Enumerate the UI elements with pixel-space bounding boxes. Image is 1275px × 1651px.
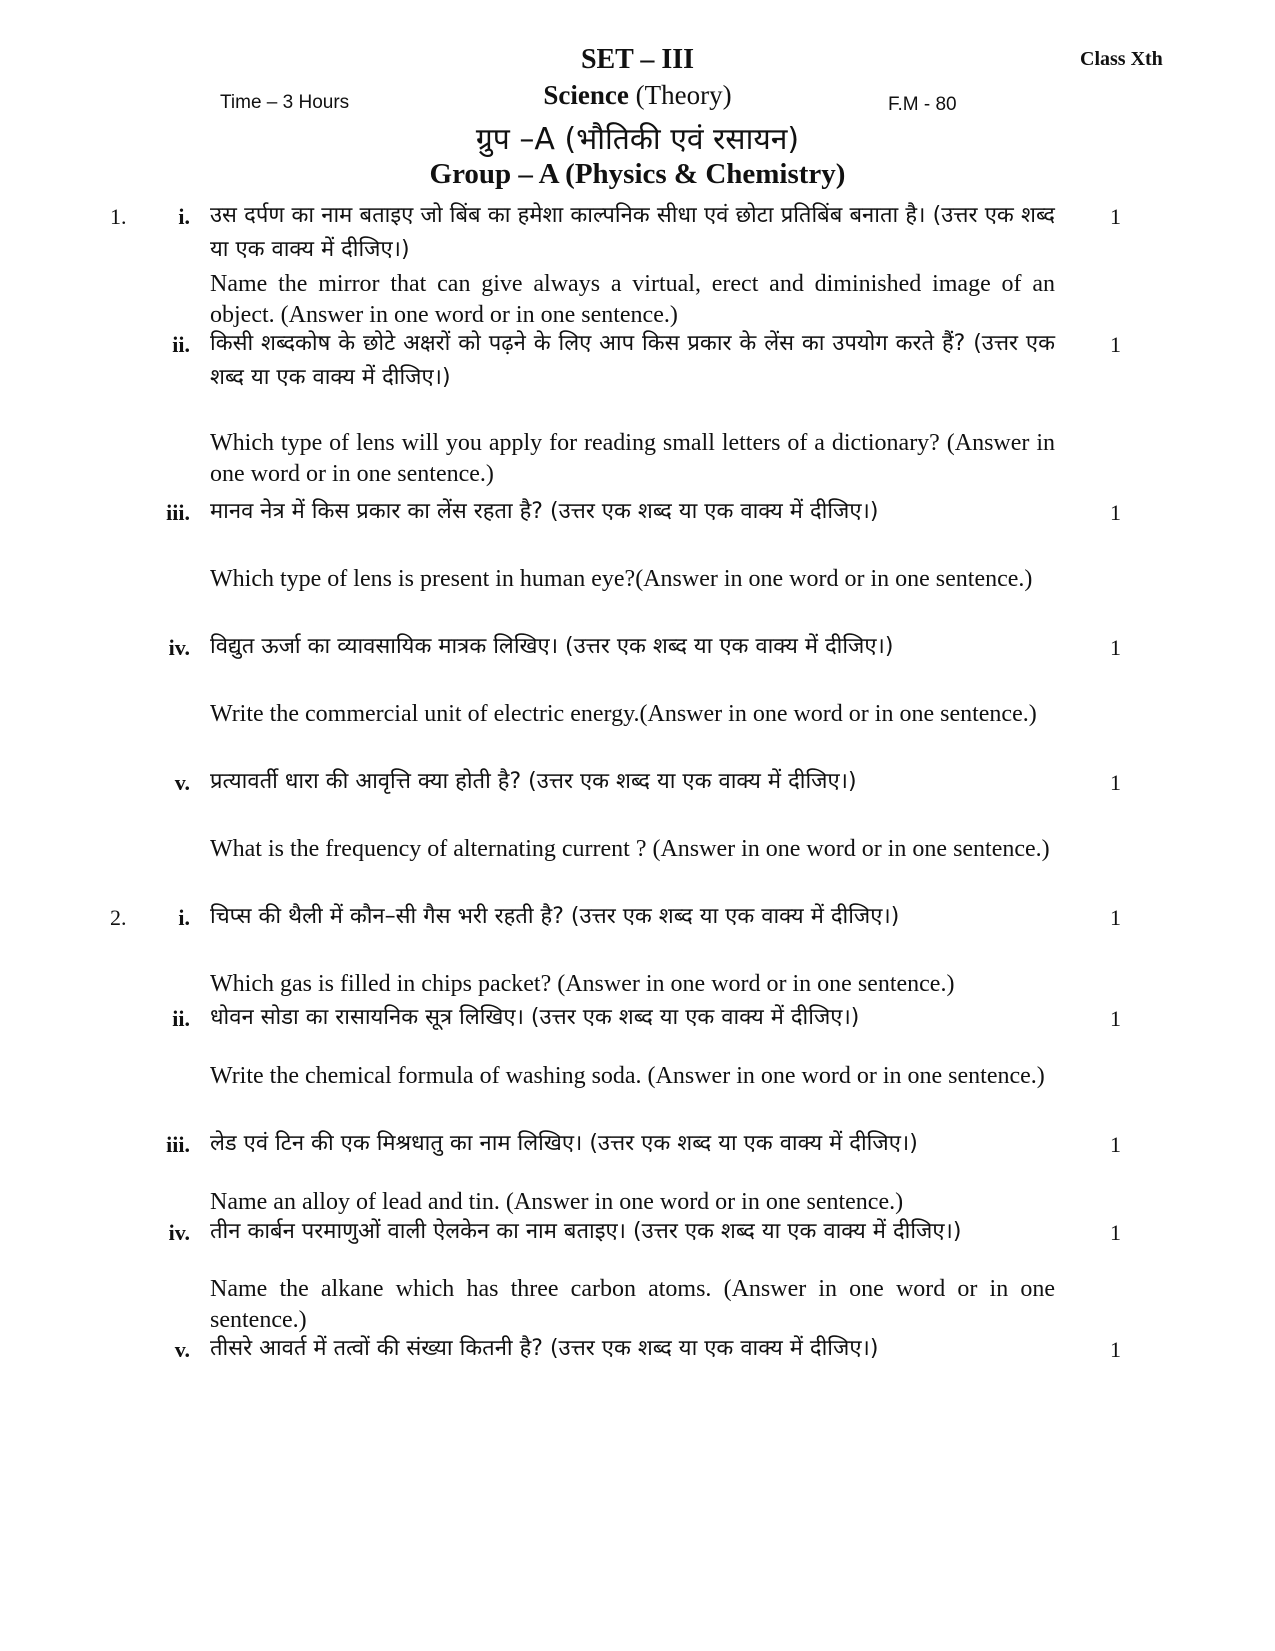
sub-question-label: iii.	[166, 1132, 190, 1157]
question-text-hindi: किसी शब्दकोष के छोटे अक्षरों को पढ़ने के लिए आप किस प्रकार के लेंस का उपयोग करते हैं? (उत्तर एक शब्द या एक वाक्य में दीजिए।)	[210, 331, 1055, 390]
question-text-english: Write the chemical formula of washing soda. (Answer in one word or in one sentence.)	[210, 1063, 1045, 1089]
question-text-hindi: धोवन सोडा का रासायनिक सूत्र लिखिए। (उत्तर एक शब्द या एक वाक्य में दीजिए।)	[210, 1005, 860, 1030]
sub-question-label: iv.	[168, 635, 190, 660]
question-marks: 1	[1110, 905, 1121, 930]
question-number: 1.	[110, 204, 127, 229]
question-marks: 1	[1110, 1006, 1121, 1031]
question-text-english: Which gas is filled in chips packet? (Answer in one word or in one sentence.)	[210, 971, 955, 997]
sub-question-label: v.	[174, 1337, 190, 1362]
question-text-english: Which type of lens will you apply for reading small letters of a dictionary? (Answer in one word or in one sentence.)	[210, 430, 1055, 487]
sub-question-label: i.	[178, 905, 190, 930]
question-text-hindi: लेड एवं टिन की एक मिश्रधातु का नाम लिखिए। (उत्तर एक शब्द या एक वाक्य में दीजिए।)	[210, 1131, 918, 1156]
full-marks-label: F.M - 80	[888, 94, 957, 115]
sub-question-label: i.	[178, 204, 190, 229]
sub-question-label: ii.	[172, 1006, 190, 1031]
question-text-hindi: विद्युत ऊर्जा का व्यावसायिक मात्रक लिखिए। (उत्तर एक शब्द या एक वाक्य में दीजिए।)	[210, 634, 894, 659]
question-text-hindi: तीसरे आवर्त में तत्वों की संख्या कितनी है? (उत्तर एक शब्द या एक वाक्य में दीजिए।)	[210, 1336, 879, 1361]
question-text-english: What is the frequency of alternating current ? (Answer in one word or in one sentence.)	[210, 836, 1050, 862]
question-text-english: Name the mirror that can give always a virtual, erect and diminished image of an object. (Answer in one word or in one sentence.)	[210, 271, 1055, 328]
time-label: Time – 3 Hours	[220, 92, 350, 113]
question-number: 2.	[110, 905, 127, 930]
group-title-hindi: ग्रुप –A (भौतिकी एवं रसायन)	[475, 122, 800, 157]
question-marks: 1	[1110, 204, 1121, 229]
subject-type: (Theory)	[635, 80, 732, 110]
question-text-hindi: मानव नेत्र में किस प्रकार का लेंस रहता है? (उत्तर एक शब्द या एक वाक्य में दीजिए।)	[210, 499, 879, 524]
subject-name: Science	[543, 80, 629, 110]
question-marks: 1	[1110, 1337, 1121, 1362]
question-marks: 1	[1110, 770, 1121, 795]
question-marks: 1	[1110, 1132, 1121, 1157]
question-text-english: Name the alkane which has three carbon atoms. (Answer in one word or in one sentence.)	[210, 1276, 1055, 1333]
sub-question-label: v.	[174, 770, 190, 795]
question-text-hindi: उस दर्पण का नाम बताइए जो बिंब का हमेशा काल्पनिक सीधा एवं छोटा प्रतिबिंब बनाता है। (उत्तर एक शब्द या एक वाक्य में दीजिए।)	[210, 203, 1055, 262]
question-text-english: Name an alloy of lead and tin. (Answer in one word or in one sentence.)	[210, 1189, 904, 1215]
set-title: SET – III	[580, 44, 695, 75]
question-text-english: Which type of lens is present in human eye?(Answer in one word or in one sentence.)	[210, 566, 1033, 592]
question-marks: 1	[1110, 1220, 1121, 1245]
question-text-hindi: चिप्स की थैली में कौन–सी गैस भरी रहती है? (उत्तर एक शब्द या एक वाक्य में दीजिए।)	[210, 904, 900, 929]
question-marks: 1	[1110, 500, 1121, 525]
question-text-hindi: प्रत्यावर्ती धारा की आवृत्ति क्या होती है? (उत्तर एक शब्द या एक वाक्य में दीजिए।)	[210, 769, 857, 794]
sub-question-label: ii.	[172, 332, 190, 357]
question-marks: 1	[1110, 635, 1121, 660]
sub-question-label: iv.	[168, 1220, 190, 1245]
subject-title	[0, 80, 1275, 111]
question-marks: 1	[1110, 332, 1121, 357]
sub-question-label: iii.	[166, 500, 190, 525]
class-label: Class Xth	[1080, 48, 1163, 70]
question-text-hindi: तीन कार्बन परमाणुओं वाली ऐलकेन का नाम बताइए। (उत्तर एक शब्द या एक वाक्य में दीजिए।)	[210, 1219, 962, 1244]
question-text-english: Write the commercial unit of electric energy.(Answer in one word or in one sentence.)	[210, 701, 1037, 727]
group-title-english: Group – A (Physics & Chemistry)	[429, 158, 846, 190]
